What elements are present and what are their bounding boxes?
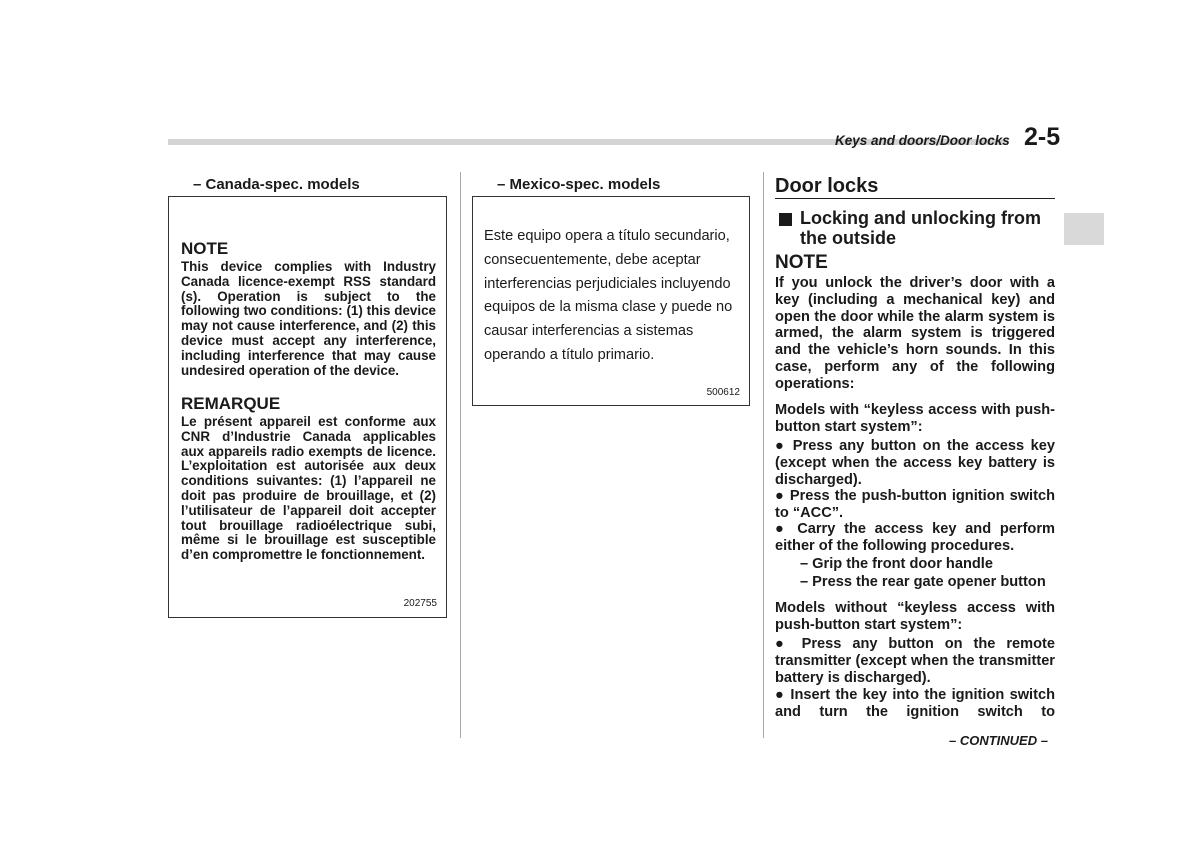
mexico-notice-text: Este equipo opera a título secundario, consecuentemente, debe aceptar interferencias perjudiciales incluyendo equipos de la misma clase y puede no causar interferencias a sistemas operando a título primario. xyxy=(484,228,733,363)
canada-subheading: – Canada-spec. models xyxy=(193,176,360,193)
page-number: 2-5 xyxy=(1024,123,1061,151)
list-item: ● Insert the key into the ignition switch and turn the ignition switch to xyxy=(775,687,1055,720)
title-rule xyxy=(775,198,1055,199)
note-heading: NOTE xyxy=(181,239,229,258)
note-intro-text: If you unlock the driver’s door with a key (including a mechanical key) and open the door while the alarm system is armed, the alarm system is triggered and the vehicle’s horn sounds. In this case, perform any of the following operations: xyxy=(775,275,1055,392)
mexico-notice-box xyxy=(472,196,750,406)
chapter-thumb-tab xyxy=(1064,213,1104,245)
column-divider-right xyxy=(763,172,764,738)
procedure-item: – Grip the front door handle xyxy=(800,556,993,572)
note-heading: NOTE xyxy=(775,252,828,273)
continued-marker: – CONTINUED – xyxy=(949,733,1048,748)
list-item: ● Press any button on the remote transmitter (except when the transmitter battery is discharged). xyxy=(775,636,1055,686)
figure-code: 500612 xyxy=(706,387,740,398)
remarque-heading: REMARQUE xyxy=(181,394,281,413)
keyless-models-label: Models with “keyless access with push-button start system”: xyxy=(775,402,1055,435)
list-item: ● Press any button on the access key (except when the access key battery is discharged). xyxy=(775,438,1055,488)
non-keyless-models-label: Models without “keyless access with push-button start system”: xyxy=(775,600,1055,633)
column-divider-left xyxy=(460,172,461,738)
section-title: Keys and doors/Door locks xyxy=(835,133,1010,148)
list-item: ● Press the push-button ignition switch to “ACC”. xyxy=(775,488,1055,521)
remarque-text: Le présent appareil est conforme aux CNR d’Industrie Canada applicables aux appareils radio exempts de licence. L’exploitation est autorisée aux deux conditions suivantes: (1) l’appareil ne doit pas produire de brouillage, et (2) l’utilisateur de l’appareil doit accepter tout brouillage radioélectrique subi, même si le brouillage est susceptible d’en compromettre le fonctionnement. xyxy=(181,414,436,563)
list-item: ● Carry the access key and perform either of the following procedures. xyxy=(775,521,1055,554)
canada-notice-box xyxy=(168,196,447,618)
mexico-subheading: – Mexico-spec. models xyxy=(497,176,661,193)
locking-subtitle: Locking and unlocking from the outside xyxy=(800,208,1042,248)
door-locks-title: Door locks xyxy=(775,175,879,197)
square-bullet-icon xyxy=(779,213,792,226)
figure-code: 202755 xyxy=(403,598,437,609)
note-text: This device complies with Industry Canada licence-exempt RSS standard (s). Operation is subject to the following two conditions: (1) this device may not cause interference, and (2) this device must accept any interference, including interference that may cause undesired operation of the device. xyxy=(181,259,436,378)
procedure-item: – Press the rear gate opener button xyxy=(800,574,1046,590)
